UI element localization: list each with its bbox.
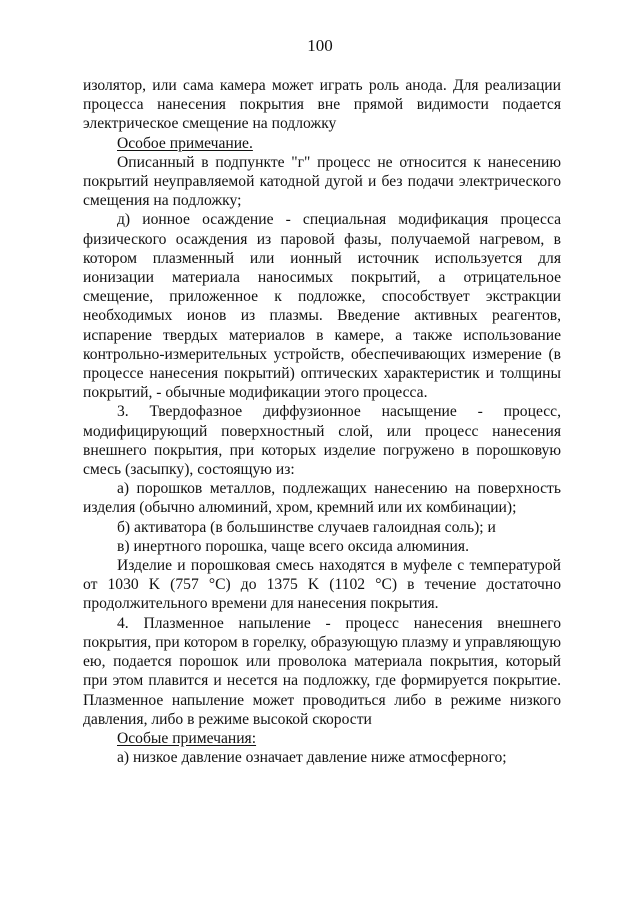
document-body [83,76,561,767]
paragraph-solid-diffusion: 3. Твердофазное диффузионное насыщение - процесс, модифицирующий поверхностный слой, или процесс нанесения внешнего покрытия, при которых изделие погружено в порошковую смесь (засыпку), состоящую из: [83,403,561,479]
special-note-heading-text: Особое примечание. [117,134,253,152]
paragraph-plasma-spraying: 4. Плазменное напыление - процесс нанесения внешнего покрытия, при котором в горелку, образующую плазму и управляющую ею, подается порошок или проволока материала покрытия, который при этом плавится и несется на подложку, где формируется покрытие. Плазменное напыление может проводиться либо в режиме низкого давления, либо в режиме высокой скорости [83,614,561,728]
list-item-low-pressure: а) низкое давление означает давление ниже атмосферного; [117,749,507,767]
special-notes-heading-text: Особые примечания: [117,729,257,747]
paragraph-ion-deposition: д) ионное осаждение - специальная модификация процесса физического осаждения из паровой фазы, получаемой нагревом, в котором плазменный или ионный источник используется для ионизации материала наносимых покрытий, а отрицательное смещение, приложенное к подложке, способствует экстракции необходимых ионов из плазмы. Введение активных реагентов, испарение твердых материалов в камере, а также использование контрольно-измерительных устройств, обеспечивающих измерение (в процессе нанесения покрытий) оптических характеристик и толщины покрытий, - обычные модификации этого процесса. [83,211,561,402]
special-notes-heading [83,729,561,748]
list-item-a: а) порошков металлов, подлежащих нанесению на поверхность изделия (обычно алюминий, хром, кремний или их комбинации); [83,480,561,517]
list-item-b: б) активатора (в большинстве случаев галоидная соль); и [117,518,496,536]
paragraph-note-text: Описанный в подпункте "г" процесс не относится к нанесению покрытий неуправляемой катодной дугой и без подачи электрического смещения на подложку; [83,153,561,210]
special-note-heading [83,134,561,153]
list-item-v: в) инертного порошка, чаще всего оксида алюминия. [117,537,469,555]
page-number: 100 [307,36,333,55]
paragraph-muffle: Изделие и порошковая смесь находятся в муфеле с температурой от 1030 K (757 °С) до 1375 K (1102 °С) в течение достаточно продолжительного времени для нанесения покрытия. [83,557,561,613]
paragraph-continuation: изолятор, или сама камера может играть роль анода. Для реализации процесса нанесения покрытия вне прямой видимости подается электрическое смещение на подложку [83,77,561,133]
